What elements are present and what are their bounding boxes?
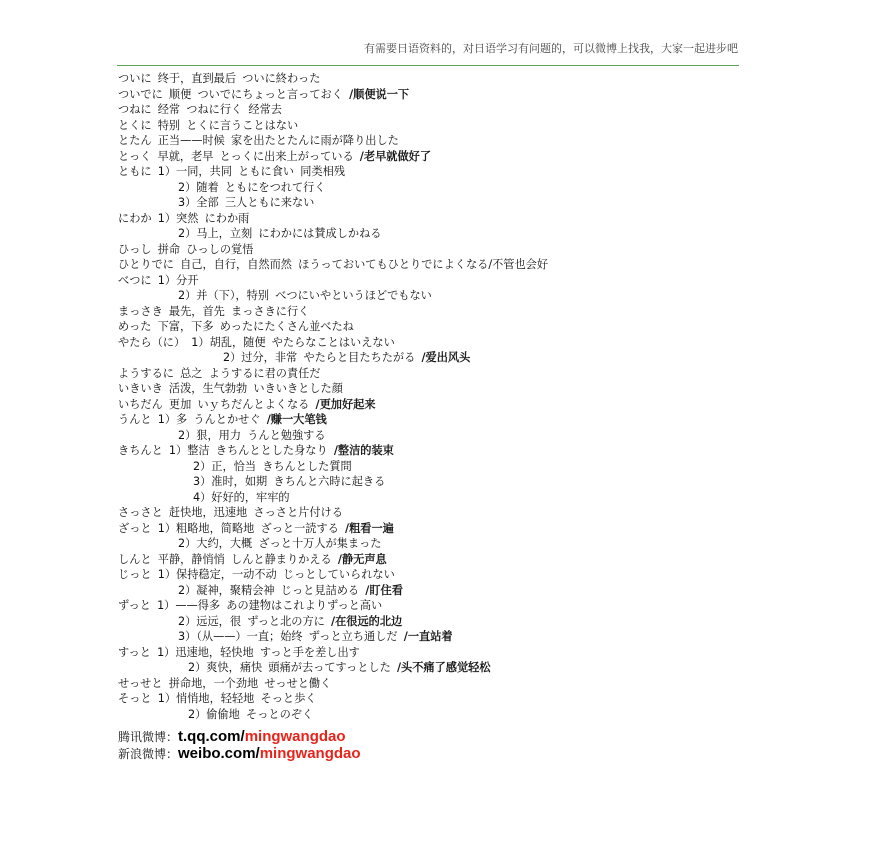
entry-text: 自己，自行，自然而然 bbox=[180, 258, 292, 271]
entry-text: 终于，直到最后 bbox=[157, 72, 237, 85]
entry-headword: べつに bbox=[118, 273, 152, 287]
entry-text: 家を出たとたんに雨が降り出した bbox=[231, 134, 399, 147]
entry-line bbox=[118, 397, 738, 413]
tencent-weibo-label: 腾讯微博： bbox=[118, 730, 179, 744]
sina-weibo-domain[interactable]: weibo.com/ bbox=[178, 745, 260, 762]
entry-text: 2）大约，大概 bbox=[178, 537, 253, 550]
entry-headword: ざっと bbox=[118, 521, 152, 535]
entry-text: ざっと一読する bbox=[260, 521, 339, 535]
entry-text: とっくに出来上がっている bbox=[219, 149, 354, 163]
entry-text: きちんと六時に起きる bbox=[273, 475, 386, 488]
entry-text: 1）迅速地，轻快地 bbox=[157, 645, 254, 659]
entry-text: めったにたくさん並べたね bbox=[219, 320, 354, 333]
sina-weibo-handle[interactable]: mingwangdao bbox=[259, 745, 361, 762]
entry-text: そっとのぞく bbox=[246, 707, 314, 721]
entry-text: 顺便 bbox=[168, 87, 192, 101]
entry-line bbox=[118, 536, 738, 552]
entry-text: 1）一同，共同 bbox=[157, 165, 232, 178]
entry-text: 2）远远，很 bbox=[178, 614, 242, 628]
entry-headword: やたら（に） bbox=[118, 335, 186, 349]
entry-headword: めった bbox=[118, 320, 152, 333]
entry-text: 赶快地，迅速地 bbox=[168, 506, 248, 519]
entry-text: じっとしていられない bbox=[282, 568, 395, 581]
entry-headword: とっく bbox=[118, 149, 152, 163]
entry-text: 2）爽快，痛快 bbox=[188, 661, 263, 674]
entry-text: /静无声息 bbox=[337, 552, 387, 566]
entry-text: ようするに君の責任だ bbox=[208, 366, 321, 380]
vocabulary-list bbox=[118, 71, 738, 722]
entry-text: いｙちだんとよくなる bbox=[197, 397, 310, 411]
entry-line bbox=[118, 676, 738, 692]
entry-line bbox=[118, 335, 738, 351]
entry-text: /爱出风头 bbox=[421, 351, 471, 364]
header-divider bbox=[117, 65, 739, 66]
entry-line bbox=[118, 505, 738, 521]
entry-line bbox=[118, 474, 738, 490]
entry-text: あの建物はこれよりずっと高い bbox=[226, 599, 383, 612]
entry-line bbox=[118, 583, 738, 599]
entry-line bbox=[118, 691, 738, 707]
entry-line bbox=[118, 180, 738, 196]
entry-text: /顺便说一下 bbox=[349, 87, 410, 101]
entry-headword: すっと bbox=[118, 645, 151, 659]
entry-text: 拼命 bbox=[157, 242, 181, 256]
entry-headword: せっせと bbox=[118, 676, 163, 690]
entry-line bbox=[118, 71, 738, 87]
entry-line bbox=[118, 226, 738, 242]
entry-line bbox=[118, 164, 738, 180]
entry-line bbox=[118, 211, 738, 227]
entry-text: 活泼，生气勃勃 bbox=[168, 382, 248, 395]
entry-text: /在很远的北边 bbox=[331, 614, 403, 628]
entry-line bbox=[118, 195, 738, 211]
entry-text: 拼命地，一个劲地 bbox=[168, 676, 259, 690]
entry-text: とくに言うことはない bbox=[186, 118, 299, 132]
entry-text: べつにいやというほどでもない bbox=[275, 289, 432, 302]
entry-text: 2）马上，立刻 bbox=[178, 227, 253, 240]
entry-line bbox=[118, 257, 738, 273]
entry-headword: いちだん bbox=[118, 397, 163, 411]
entry-text: /老早就做好了 bbox=[359, 149, 432, 163]
entry-text: うんと勉強する bbox=[247, 428, 326, 442]
entry-line bbox=[118, 350, 738, 366]
entry-text: ともにをつれて行く bbox=[224, 180, 326, 194]
entry-text: /赚一大笔钱 bbox=[266, 413, 327, 426]
entry-text: にわか雨 bbox=[204, 211, 250, 225]
entry-line bbox=[118, 645, 738, 661]
entry-text: /更加好起来 bbox=[315, 397, 376, 411]
entry-line bbox=[118, 567, 738, 583]
entry-text: 1）突然 bbox=[157, 211, 199, 225]
entry-text: 早就，老早 bbox=[157, 149, 214, 163]
entry-text: うんとかせぐ bbox=[193, 413, 261, 426]
header-note: 有需要日语资料的，对日语学习有问题的，可以微博上找我，大家一起进步吧 bbox=[364, 42, 738, 55]
entry-text: /盯住看 bbox=[365, 583, 403, 597]
entry-text: 2）凝神，聚精会神 bbox=[178, 583, 275, 597]
entry-text: さっさと片付ける bbox=[253, 506, 343, 519]
entry-text: すっと手を差し出す bbox=[259, 645, 360, 659]
entry-line bbox=[118, 381, 738, 397]
entry-text: ざっと十万人が集まった bbox=[258, 537, 382, 550]
entry-text: にわかには賛成しかねる bbox=[258, 227, 382, 240]
entry-text: 2）狠，用力 bbox=[178, 428, 242, 442]
entry-text: 2）随着 bbox=[178, 180, 219, 194]
entry-text: 2）偷偷地 bbox=[188, 707, 240, 721]
entry-text: 3）（从——）一直；始终 bbox=[178, 630, 303, 643]
entry-text: /头不痛了感觉轻松 bbox=[396, 661, 491, 674]
entry-line bbox=[118, 242, 738, 258]
entry-headword: じっと bbox=[118, 568, 152, 581]
entry-text: 特别 bbox=[157, 118, 181, 132]
entry-line bbox=[118, 552, 738, 568]
entry-headword: とくに bbox=[118, 118, 152, 132]
entry-text: 3）全部 bbox=[178, 196, 219, 209]
entry-text: きちんととした身なり bbox=[215, 444, 328, 457]
entry-text: 最先，首先 bbox=[168, 304, 225, 318]
entry-text: /整洁的装束 bbox=[333, 444, 394, 457]
entry-line bbox=[118, 629, 738, 645]
entry-text: 2）过分，非常 bbox=[223, 351, 298, 364]
entry-line bbox=[118, 660, 738, 676]
entry-line bbox=[118, 149, 738, 165]
entry-text: いきいきとした顔 bbox=[253, 382, 343, 395]
entry-headword: ひとりでに bbox=[118, 258, 174, 271]
entry-headword: うんと bbox=[118, 413, 152, 426]
entry-headword: きちんと bbox=[118, 444, 163, 457]
entry-text: 1）悄悄地，轻轻地 bbox=[157, 692, 255, 705]
entry-text: 1）保持稳定，一动不动 bbox=[157, 568, 277, 581]
entry-line bbox=[118, 412, 738, 428]
entry-headword: ついに bbox=[118, 72, 152, 85]
entry-text: しんと静まりかえる bbox=[231, 552, 332, 566]
entry-text: きちんとした質問 bbox=[262, 459, 352, 473]
entry-line bbox=[118, 443, 738, 459]
entry-text: やたらなことはいえない bbox=[271, 335, 395, 349]
entry-text: 平静，静悄悄 bbox=[157, 552, 225, 566]
entry-text: 1）——得多 bbox=[157, 599, 221, 612]
entry-text: せっせと働く bbox=[264, 676, 332, 690]
entry-text: 1）整洁 bbox=[168, 444, 210, 457]
entry-text: 更加 bbox=[168, 397, 192, 411]
entry-text: 同类相残 bbox=[300, 165, 346, 178]
entry-text: ついでにちょっと言っておく bbox=[197, 87, 343, 101]
entry-line bbox=[118, 118, 738, 134]
entry-text: 1）分开 bbox=[157, 273, 199, 287]
entry-text: 2）并（下），特别 bbox=[178, 289, 270, 302]
entry-text: 经常 bbox=[157, 103, 181, 116]
entry-headword: ひっし bbox=[118, 242, 152, 256]
entry-text: 下富，下多 bbox=[157, 320, 214, 333]
entry-text: ほうっておいてもひとりでによくなる/不管也会好 bbox=[298, 258, 549, 271]
footer-tencent-line bbox=[118, 727, 361, 744]
entry-text: /粗看一遍 bbox=[345, 521, 394, 535]
entry-headword: ようするに bbox=[118, 366, 174, 380]
entry-line bbox=[118, 428, 738, 444]
entry-headword: ずっと bbox=[118, 599, 151, 612]
entry-text: 三人ともに来ない bbox=[224, 196, 315, 209]
tencent-weibo-domain[interactable]: t.qq.com/ bbox=[178, 728, 245, 745]
entry-line bbox=[118, 102, 738, 118]
entry-line bbox=[118, 490, 738, 506]
entry-line bbox=[118, 87, 738, 103]
entry-headword: とたん bbox=[118, 134, 152, 147]
entry-text: 正当——时候 bbox=[157, 134, 225, 147]
entry-text: /一直站着 bbox=[403, 630, 453, 643]
entry-headword: まっさき bbox=[118, 304, 163, 318]
entry-line bbox=[118, 304, 738, 320]
entry-text: ともに食い bbox=[238, 165, 295, 178]
sina-weibo-label: 新浪微博： bbox=[118, 747, 179, 761]
entry-text: 頭痛が去ってすっとした bbox=[268, 661, 391, 674]
entry-line bbox=[118, 459, 738, 475]
tencent-weibo-handle[interactable]: mingwangdao bbox=[244, 728, 346, 745]
entry-headword: いきいき bbox=[118, 382, 163, 395]
entry-headword: しんと bbox=[118, 552, 152, 566]
entry-text: 总之 bbox=[180, 366, 203, 380]
footer bbox=[118, 727, 361, 761]
entry-text: 2）正，恰当 bbox=[193, 459, 257, 473]
entry-text: 3）准时，如期 bbox=[193, 475, 268, 488]
entry-text: つねに行く bbox=[186, 103, 243, 116]
entry-line bbox=[118, 598, 738, 614]
entry-headword: つねに bbox=[118, 103, 152, 116]
entry-headword: にわか bbox=[118, 211, 152, 225]
entry-line bbox=[118, 319, 738, 335]
entry-headword: ついでに bbox=[118, 87, 163, 101]
entry-line bbox=[118, 288, 738, 304]
entry-line bbox=[118, 521, 738, 537]
entry-text: 1）胡乱，随便 bbox=[191, 335, 266, 349]
entry-text: じっと見詰める bbox=[280, 583, 360, 597]
entry-text: ずっと北の方に bbox=[247, 614, 325, 628]
entry-text: ずっと立ち通しだ bbox=[308, 630, 398, 643]
entry-text: やたらと目たちたがる bbox=[303, 351, 416, 364]
entry-headword: そっと bbox=[118, 692, 152, 705]
entry-text: 1）粗略地，简略地 bbox=[157, 521, 255, 535]
entry-headword: さっさと bbox=[118, 506, 163, 519]
entry-line bbox=[118, 133, 738, 149]
footer-sina-line bbox=[118, 744, 361, 761]
entry-line bbox=[118, 707, 738, 723]
entry-text: 4）好好的，牢牢的 bbox=[193, 490, 290, 504]
entry-text: 1）多 bbox=[157, 413, 188, 426]
entry-text: ひっしの覚悟 bbox=[186, 242, 254, 256]
entry-headword: ともに bbox=[118, 165, 152, 178]
entry-text: まっさきに行く bbox=[231, 304, 310, 318]
entry-text: そっと歩く bbox=[260, 692, 317, 705]
entry-text: 经常去 bbox=[248, 103, 282, 116]
entry-line bbox=[118, 366, 738, 382]
entry-line bbox=[118, 273, 738, 289]
entry-line bbox=[118, 614, 738, 630]
entry-text: ついに終わった bbox=[242, 72, 321, 85]
